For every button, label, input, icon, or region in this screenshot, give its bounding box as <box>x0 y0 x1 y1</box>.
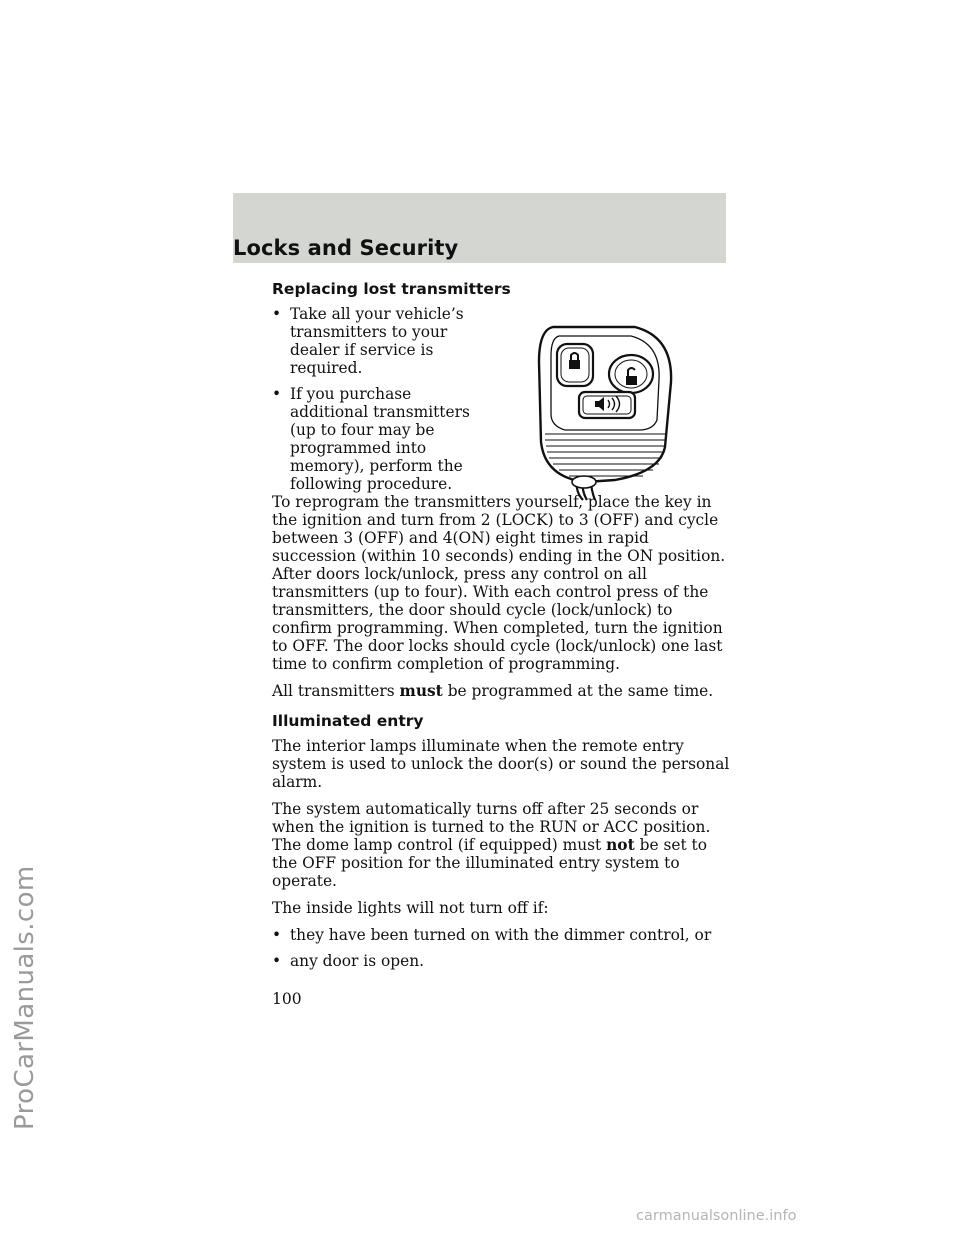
bullet-text: Take all your vehicle’s transmitters to your dealer if service is required. <box>290 305 464 377</box>
intro-block <box>272 305 730 493</box>
list-item <box>272 952 730 970</box>
illuminated-paragraph-3: The inside lights will not turn off if: <box>272 899 549 917</box>
illuminated-paragraph-1: The interior lamps illuminate when the remote entry system is used to unlock the door(s) or sound the personal alarm. <box>272 737 730 791</box>
list-item <box>272 926 730 944</box>
note-text: All transmitters <box>272 682 400 700</box>
bullet-dot: • <box>272 305 282 323</box>
paragraph-emphasis: not <box>606 836 635 854</box>
key-fob-transmitter-illustration <box>535 322 685 502</box>
list-item <box>272 305 472 377</box>
note-text: be programmed at the same time. <box>447 682 714 700</box>
heading-illuminated-entry: Illuminated entry <box>272 712 424 730</box>
section-title: Locks and Security <box>233 236 459 260</box>
footer-watermark: carmanualsonline.info <box>636 1208 797 1224</box>
bullet-text: If you purchase additional transmitters (up to four may be programmed into memory), perform the following procedure. <box>290 385 470 493</box>
reprogram-paragraph: To reprogram the transmitters yourself, place the key in the ignition and turn from 2 (LOCK) to 3 (OFF) and cycle between 3 (OFF) and 4(ON) eight times in rapid succession (within 10 seconds) ending in the ON position. After doors lock/unlock, press any control on all transmitters (up to four). With each control press of the transmitters, the door should cycle (lock/unlock) to confirm programming. When completed, turn the ignition to OFF. The door locks should cycle (lock/unlock) one last time to confirm completion of programming. <box>272 493 726 673</box>
paragraph-text: The system automatically turns off after 25 seconds or when the ignition is turned to the RUN or ACC position. The dome lamp control (if equipped) must <box>272 800 711 854</box>
bullet-dot: • <box>272 385 282 403</box>
heading-replacing-lost-transmitters: Replacing lost transmitters <box>272 280 511 298</box>
list-item <box>272 385 472 493</box>
paragraph-text: be set to the OFF position for the illuminated entry system to operate. <box>272 836 707 890</box>
illuminated-paragraph-2 <box>272 800 730 890</box>
bullet-text: they have been turned on with the dimmer control, or <box>290 926 712 944</box>
note-emphasis: must <box>399 682 443 700</box>
bullet-dot: • <box>272 952 282 970</box>
intro-bullets <box>272 305 472 493</box>
bullet-text: any door is open. <box>290 952 425 970</box>
programming-note <box>272 682 730 700</box>
page-content <box>272 280 730 978</box>
bullet-dot: • <box>272 926 282 944</box>
page-number: 100 <box>272 990 302 1008</box>
side-watermark: ProCarManuals.com <box>10 865 40 1130</box>
